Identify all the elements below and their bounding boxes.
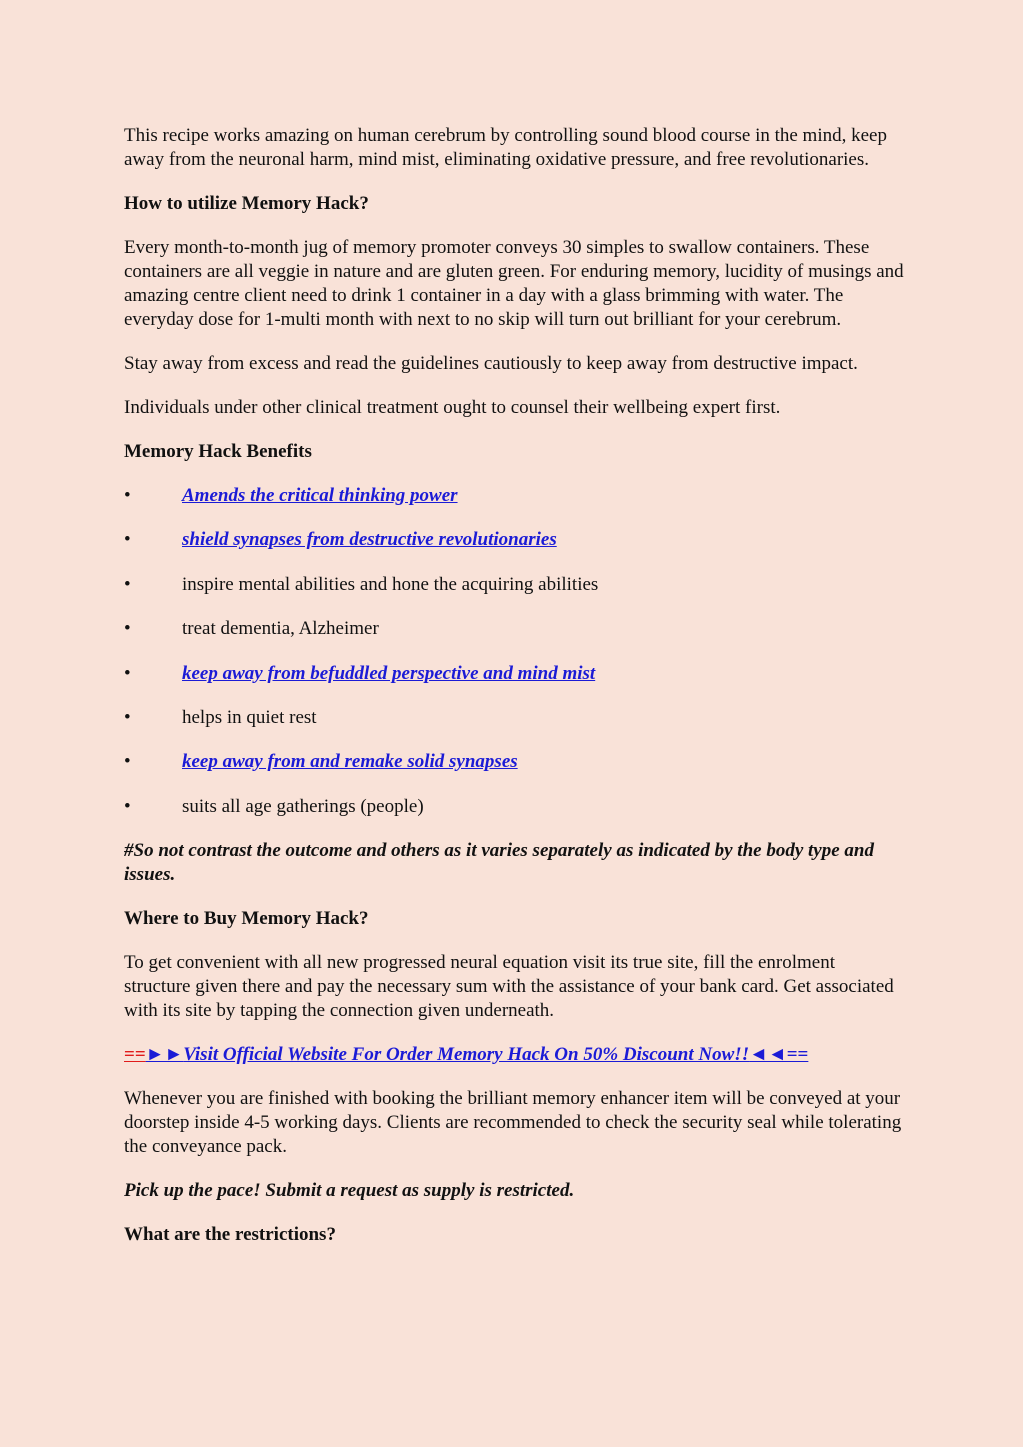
cta-link-text[interactable]: Visit Official Website For Order Memory Hack On 50% Discount Now!! bbox=[183, 1044, 750, 1066]
clinical-treatment-paragraph: Individuals under other clinical treatment ought to counsel their wellbeing expert first. bbox=[124, 397, 781, 418]
bullet: • bbox=[124, 618, 131, 640]
benefit-text: helps in quiet rest bbox=[182, 706, 317, 728]
buy-paragraph: To get convenient with all new progressed neural equation visit its true site, fill the enrolment structure given there and pay the necessary sum with the assistance of your bank card. Get associated with its site by tapping the connection given underneath. bbox=[124, 952, 894, 1022]
usage-heading: How to utilize Memory Hack? bbox=[124, 193, 369, 214]
bullet: • bbox=[124, 485, 131, 506]
benefit-link[interactable]: keep away from befuddled perspective and mind mist bbox=[182, 662, 596, 684]
bullet: • bbox=[124, 795, 131, 817]
buy-heading: Where to Buy Memory Hack? bbox=[124, 908, 369, 930]
cta-arrows-left[interactable]: ►► bbox=[145, 1044, 184, 1066]
benefit-link[interactable]: shield synapses from destructive revolutionaries bbox=[182, 529, 557, 551]
disclaimer-note: #So not contrast the outcome and others as it varies separately as indicated by the body type and issues. bbox=[124, 840, 874, 886]
intro-paragraph: This recipe works amazing on human cerebrum by controlling sound blood course in the mind, keep away from the neuronal harm, mind mist, eliminating oxidative pressure, and free revolutionaries. bbox=[124, 125, 887, 170]
usage-paragraph: Every month-to-month jug of memory promoter conveys 30 simples to swallow containers. These containers are all veggie in nature and are gluten green. For enduring memory, lucidity of musings and amazing centre client need to drink 1 container in a day with a glass brimming with water. The everyday dose for 1-multi month with next to no skip will turn out brilliant for your cerebrum. bbox=[124, 237, 904, 330]
benefits-list bbox=[124, 484, 904, 819]
benefit-link[interactable]: Amends the critical thinking power bbox=[182, 485, 458, 506]
list-item bbox=[124, 573, 904, 597]
list-item bbox=[124, 617, 904, 641]
document-page bbox=[124, 124, 904, 1267]
benefits-heading: Memory Hack Benefits bbox=[124, 441, 312, 462]
official-website-link[interactable] bbox=[124, 1043, 904, 1067]
restrictions-heading: What are the restrictions? bbox=[124, 1224, 336, 1246]
list-item bbox=[124, 484, 904, 508]
benefit-text: inspire mental abilities and hone the acquiring abilities bbox=[182, 573, 599, 595]
bullet: • bbox=[124, 662, 131, 684]
list-item bbox=[124, 528, 904, 552]
excess-warning-paragraph: Stay away from excess and read the guidelines cautiously to keep away from destructive impact. bbox=[124, 353, 858, 374]
list-item bbox=[124, 750, 904, 774]
benefit-link[interactable]: keep away from and remake solid synapses bbox=[182, 751, 518, 773]
benefit-text: treat dementia, Alzheimer bbox=[182, 618, 379, 640]
bullet: • bbox=[124, 573, 131, 595]
benefit-text: suits all age gatherings (people) bbox=[182, 795, 424, 817]
list-item bbox=[124, 795, 904, 819]
list-item bbox=[124, 662, 904, 686]
hurry-note: Pick up the pace! Submit a request as supply is restricted. bbox=[124, 1180, 575, 1202]
bullet: • bbox=[124, 751, 131, 773]
cta-arrows-right[interactable]: ◄◄== bbox=[749, 1044, 809, 1066]
bullet: • bbox=[124, 706, 131, 728]
bullet: • bbox=[124, 529, 131, 551]
list-item bbox=[124, 706, 904, 730]
delivery-paragraph: Whenever you are finished with booking the brilliant memory enhancer item will be conveyed at your doorstep inside 4-5 working days. Clients are recommended to check the security seal while tolerating the conveyance pack. bbox=[124, 1088, 902, 1158]
cta-prefix[interactable]: == bbox=[124, 1044, 146, 1066]
